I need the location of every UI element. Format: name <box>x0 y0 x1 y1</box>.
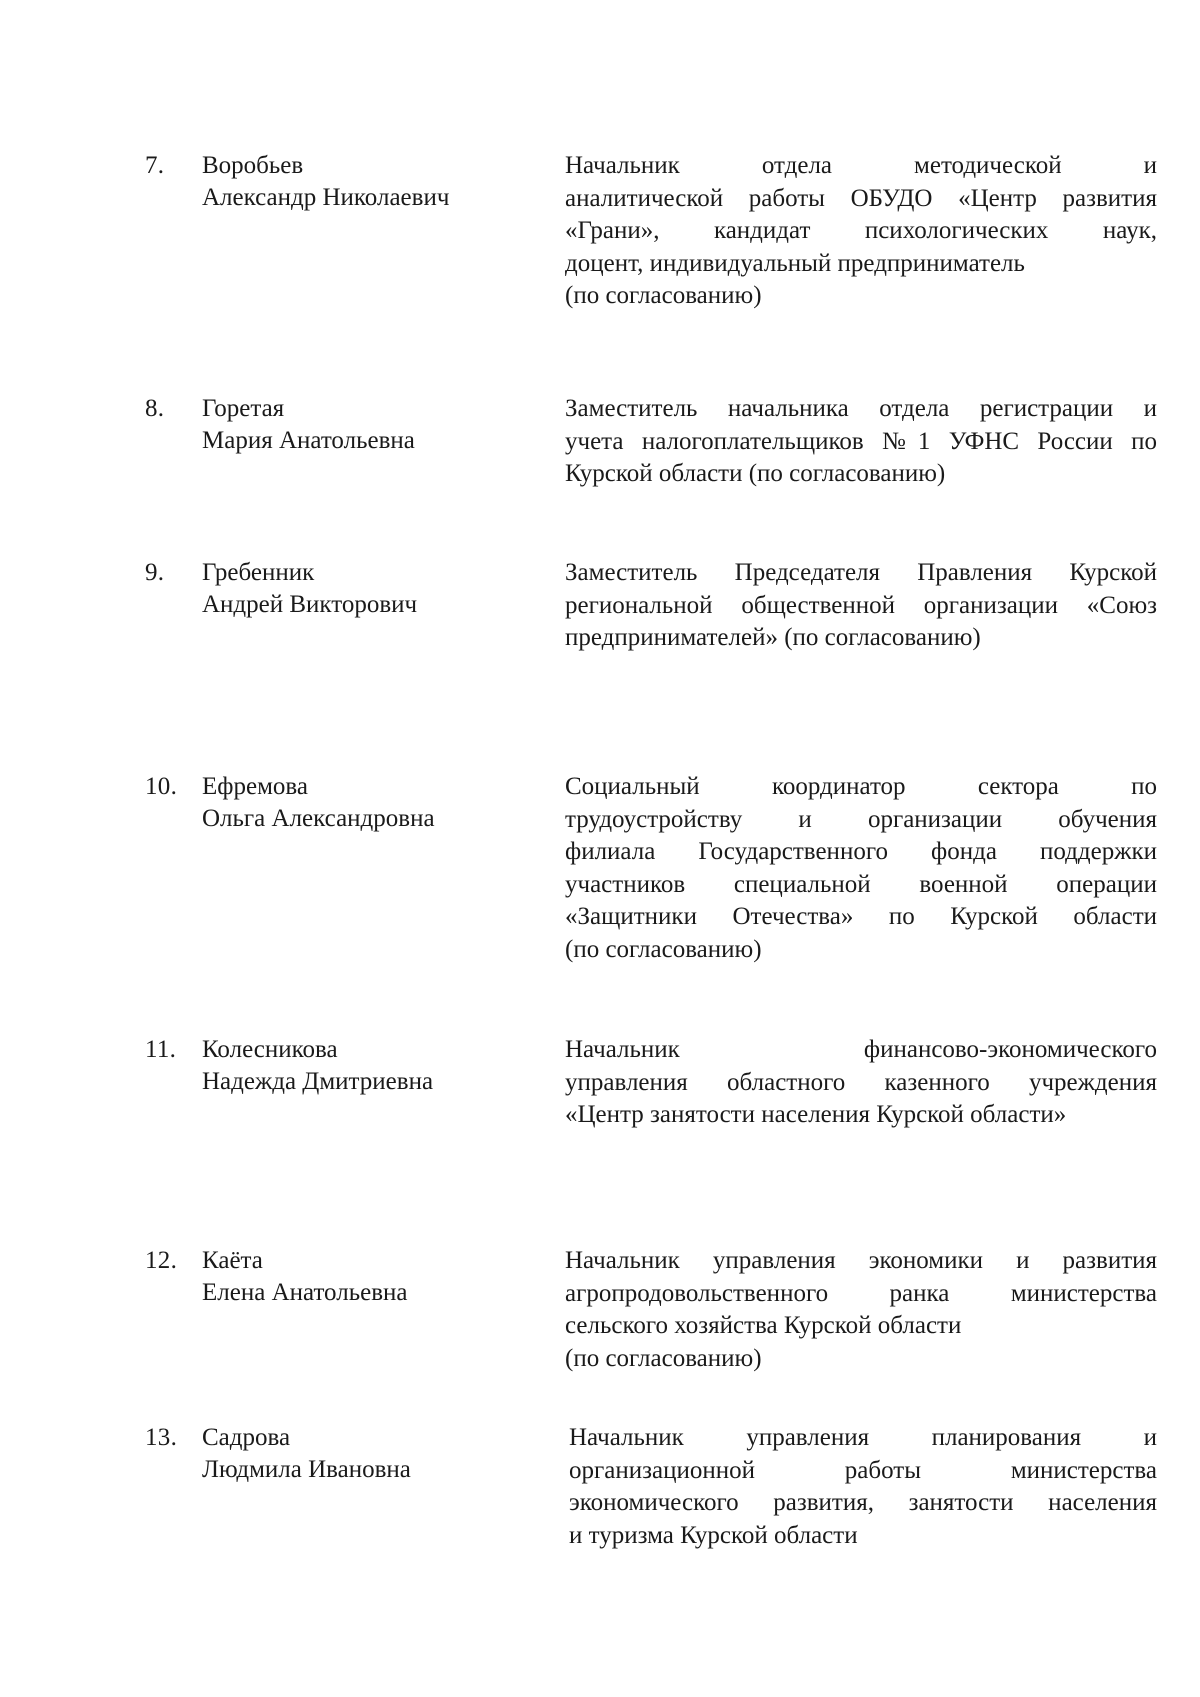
position-line: Начальник управления планирования и <box>569 1424 1157 1451</box>
member-surname: Садрова <box>202 1424 291 1451</box>
member-name <box>202 393 532 457</box>
member-position <box>565 393 1157 491</box>
position-line: Заместитель начальника отдела регистрации и <box>565 395 1157 422</box>
member-number: 8. <box>145 395 165 422</box>
member-name <box>202 1245 532 1309</box>
position-line: управления областного казенного учреждения <box>565 1068 1157 1096</box>
position-line: «Центр занятости населения Курской области» <box>565 1101 1067 1128</box>
position-line: (по согласованию) <box>565 935 762 963</box>
member-surname: Воробьев <box>202 152 304 179</box>
member-given-names: Александр Николаевич <box>202 184 450 211</box>
member-name <box>202 1034 532 1098</box>
member-given-names: Елена Анатольевна <box>202 1279 408 1306</box>
position-line: организационной работы министерства <box>569 1456 1157 1484</box>
position-line: предпринимателей» (по согласованию) <box>565 624 981 651</box>
member-given-names: Надежда Дмитриевна <box>202 1068 434 1095</box>
position-line: и туризма Курской области <box>569 1521 858 1549</box>
member-number: 9. <box>145 559 165 586</box>
member-name <box>202 771 532 835</box>
position-line: сельского хозяйства Курской области <box>565 1312 962 1339</box>
member-surname: Ефремова <box>202 773 308 800</box>
member-position <box>565 1034 1157 1132</box>
position-line: Заместитель Председателя Правления Курской <box>565 559 1157 586</box>
position-line: Начальник финансово-экономического <box>565 1036 1157 1063</box>
member-number: 13. <box>145 1424 178 1451</box>
position-line: доцент, индивидуальный предприниматель <box>565 249 1025 277</box>
member-surname: Колесникова <box>202 1036 338 1063</box>
member-number: 12. <box>145 1247 178 1274</box>
member-position <box>565 1245 1157 1375</box>
member-position <box>569 1422 1157 1552</box>
position-line: (по согласованию) <box>565 1344 762 1372</box>
member-surname: Каёта <box>202 1247 263 1274</box>
member-name <box>202 1422 532 1486</box>
position-line: аналитической работы ОБУДО «Центр развития <box>565 184 1157 212</box>
member-given-names: Людмила Ивановна <box>202 1456 411 1483</box>
member-surname: Гребенник <box>202 559 315 586</box>
member-given-names: Мария Анатольевна <box>202 427 415 454</box>
member-number: 10. <box>145 773 178 800</box>
position-line: «Грани», кандидат психологических наук, <box>565 217 1157 244</box>
position-line: учета налогоплательщиков №1 УФНС России по <box>565 427 1157 455</box>
position-line: «Защитники Отечества» по Курской области <box>565 903 1157 930</box>
position-line: региональной общественной организации «Союз <box>565 591 1157 619</box>
position-line: агропродовольственного ранка министерства <box>565 1279 1157 1307</box>
member-given-names: Ольга Александровна <box>202 805 435 832</box>
position-line: экономического развития, занятости населения <box>569 1489 1157 1516</box>
position-line: Начальник управления экономики и развития <box>565 1247 1157 1274</box>
position-line: филиала Государственного фонда поддержки <box>565 838 1157 865</box>
position-line: трудоустройству и организации обучения <box>565 805 1157 833</box>
member-number: 7. <box>145 152 165 179</box>
member-given-names: Андрей Викторович <box>202 591 418 618</box>
member-name <box>202 557 532 621</box>
position-line: Социальный координатор сектора по <box>565 773 1157 800</box>
position-line: Курской области (по согласованию) <box>565 460 946 487</box>
member-name <box>202 150 532 214</box>
member-number: 11. <box>145 1036 177 1063</box>
member-position <box>565 557 1157 655</box>
position-line: Начальник отдела методической и <box>565 152 1157 179</box>
member-position <box>565 150 1157 313</box>
member-position <box>565 771 1157 966</box>
member-surname: Горетая <box>202 395 285 422</box>
position-line: участников специальной военной операции <box>565 870 1157 898</box>
position-line: (по согласованию) <box>565 282 762 309</box>
